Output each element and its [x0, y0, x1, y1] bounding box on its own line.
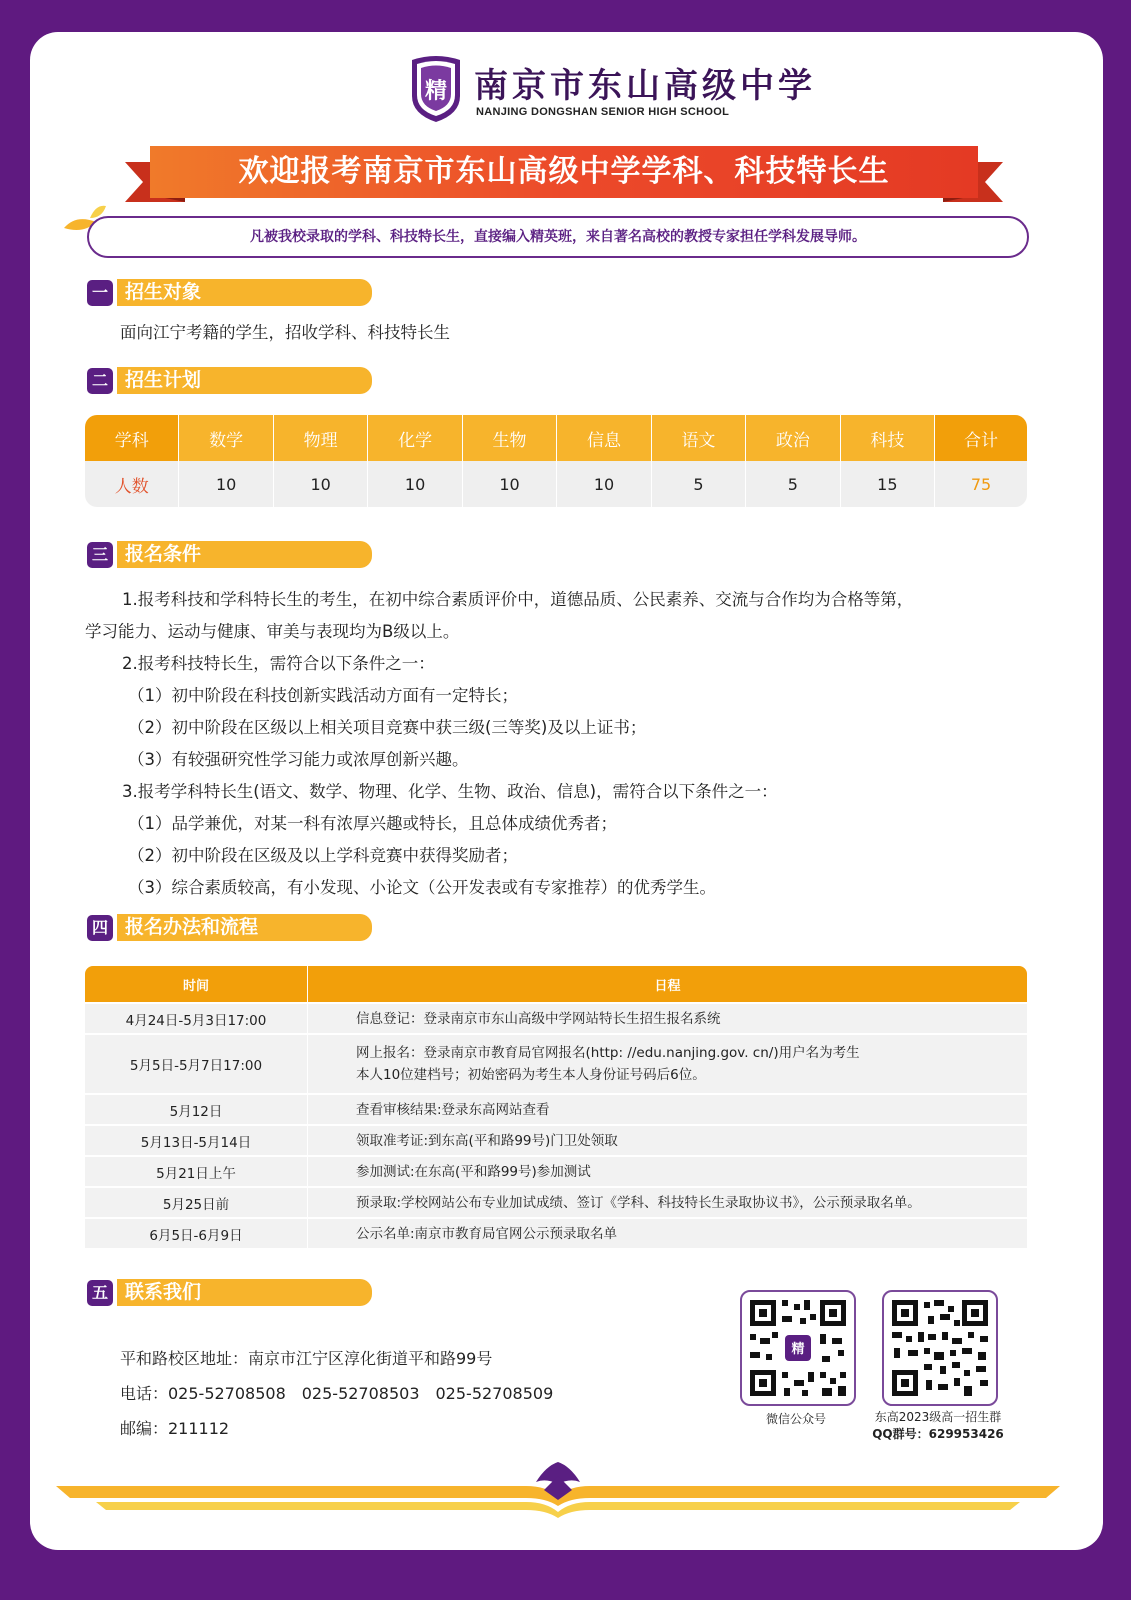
section-2-number: 二	[87, 368, 113, 394]
quota-count: 5	[652, 461, 746, 507]
section-4-title: 报名办法和流程	[117, 914, 372, 941]
banner-title: 欢迎报考南京市东山高级中学学科、科技特长生	[238, 154, 890, 189]
quota-subject: 生物	[463, 415, 557, 461]
schedule-event-multiline	[308, 1034, 1028, 1094]
qr-code-icon	[742, 1292, 854, 1404]
schedule-time: 5月5日-5月7日17:00	[85, 1034, 308, 1094]
condition-line: 3.报考学科特长生(语文、数学、物理、化学、生物、政治、信息)，需符合以下条件之一：	[122, 782, 778, 801]
quota-subject: 数学	[179, 415, 273, 461]
svg-text:精: 精	[424, 78, 448, 104]
quota-count: 10	[274, 461, 368, 507]
quota-subject: 物理	[274, 415, 368, 461]
quota-header-row	[85, 415, 1027, 461]
section-1-title: 招生对象	[117, 279, 372, 306]
qr-code-icon	[884, 1292, 996, 1404]
quota-total-label: 合计	[935, 415, 1027, 461]
section-4-number: 四	[87, 915, 113, 941]
intro-text: 凡被我校录取的学科、科技特长生，直接编入精英班，来自著名高校的教授专家担任学科发展导师。	[250, 229, 866, 245]
condition-line: 学习能力、运动与健康、审美与表现均为B级以上。	[85, 622, 460, 641]
condition-line: （3）综合素质较高，有小发现、小论文（公开发表或有专家推荐）的优秀学生。	[128, 878, 716, 897]
condition-line: （1）初中阶段在科技创新实践活动方面有一定特长；	[128, 686, 518, 705]
schedule-row	[85, 1003, 1027, 1034]
condition-line: （1）品学兼优，对某一科有浓厚兴趣或特长，且总体成绩优秀者；	[128, 814, 617, 833]
section-1-number: 一	[87, 280, 113, 306]
qq-group-number: QQ群号：629953426	[872, 1427, 1004, 1441]
schedule-time: 4月24日-5月3日17:00	[85, 1003, 308, 1034]
book-decoration-icon	[56, 1460, 1060, 1520]
schedule-time: 6月5日-6月9日	[85, 1218, 308, 1248]
quota-total: 75	[935, 461, 1027, 507]
condition-line: 2.报考科技特长生，需符合以下条件之一：	[122, 654, 435, 673]
schedule-event: 领取准考证:到东高(平和路99号)门卫处领取	[308, 1125, 1028, 1156]
schedule-time: 5月13日-5月14日	[85, 1125, 308, 1156]
schedule-event-line: 网上报名：登录南京市教育局官网报名(http: //edu.nanjing.gov. cn/)用户名为考生	[356, 1045, 860, 1061]
quota-subject: 信息	[557, 415, 651, 461]
schedule-row	[85, 1156, 1027, 1187]
quota-count: 5	[746, 461, 840, 507]
schedule-event: 公示名单:南京市教育局官网公示预录取名单	[308, 1218, 1028, 1248]
quota-count: 10	[368, 461, 462, 507]
schedule-event: 参加测试:在东高(平和路99号)参加测试	[308, 1156, 1028, 1187]
quota-table	[85, 415, 1027, 507]
qq-group-qr-code[interactable]	[882, 1290, 998, 1406]
contact-phone: 电话：025-52708508 025-52708503 025-52708509	[120, 1384, 554, 1403]
school-logo-icon	[408, 54, 464, 124]
quota-count-row	[85, 461, 1027, 507]
schedule-head-time: 时间	[85, 966, 308, 1003]
schedule-header-row	[85, 966, 1027, 1003]
condition-line: （3）有较强研究性学习能力或浓厚创新兴趣。	[128, 750, 469, 769]
poster-card	[30, 32, 1103, 1550]
schedule-row	[85, 1094, 1027, 1125]
quota-subject: 科技	[841, 415, 935, 461]
quota-count: 10	[557, 461, 651, 507]
schedule-event: 信息登记：登录南京市东山高级中学网站特长生招生报名系统	[308, 1003, 1028, 1034]
quota-row-label: 人数	[85, 461, 179, 507]
section-3-number: 三	[87, 542, 113, 568]
condition-line: （2）初中阶段在区级及以上学科竞赛中获得奖励者；	[128, 846, 518, 865]
wechat-qr-caption: 微信公众号	[765, 1412, 826, 1426]
schedule-event-line: 本人10位建档号；初始密码为考生本人身份证号码后6位。	[356, 1067, 706, 1083]
schedule-time: 5月25日前	[85, 1187, 308, 1218]
schedule-row	[85, 1034, 1027, 1094]
schedule-time: 5月21日上午	[85, 1156, 308, 1187]
section-3-title: 报名条件	[117, 541, 372, 568]
svg-text:精: 精	[791, 1342, 805, 1357]
schedule-head-event: 日程	[308, 966, 1028, 1003]
school-name-en: NANJING DONGSHAN SENIOR HIGH SCHOOL	[476, 106, 730, 118]
schedule-row	[85, 1125, 1027, 1156]
section-1-text: 面向江宁考籍的学生，招收学科、科技特长生	[120, 323, 450, 342]
section-2-title: 招生计划	[117, 367, 372, 394]
quota-count: 10	[179, 461, 273, 507]
section-5-number: 五	[87, 1280, 113, 1306]
quota-subject: 政治	[746, 415, 840, 461]
schedule-row	[85, 1218, 1027, 1248]
qq-group-caption: 东高2023级高一招生群	[874, 1410, 1002, 1424]
quota-subject: 化学	[368, 415, 462, 461]
contact-postcode: 邮编：211112	[120, 1419, 230, 1438]
schedule-table	[85, 966, 1027, 1248]
wechat-qr-code[interactable]	[740, 1290, 856, 1406]
section-5-title: 联系我们	[117, 1279, 372, 1306]
schedule-event: 查看审核结果:登录东高网站查看	[308, 1094, 1028, 1125]
quota-count: 15	[841, 461, 935, 507]
quota-subject: 语文	[652, 415, 746, 461]
schedule-time: 5月12日	[85, 1094, 308, 1125]
quota-count: 10	[463, 461, 557, 507]
condition-line: （2）初中阶段在区级以上相关项目竞赛中获三级(三等奖)及以上证书；	[128, 718, 647, 737]
condition-line: 1.报考科技和学科特长生的考生，在初中综合素质评价中，道德品质、公民素养、交流与合作均为合格等第，	[122, 590, 914, 609]
schedule-row	[85, 1187, 1027, 1218]
schedule-event: 预录取:学校网站公布专业加试成绩、签订《学科、科技特长生录取协议书》，公示预录取名单。	[308, 1187, 1028, 1218]
contact-address: 平和路校区地址：南京市江宁区淳化街道平和路99号	[120, 1349, 493, 1368]
quota-head-label: 学科	[85, 415, 179, 461]
school-name-cn: 南京市东山高级中学	[474, 66, 816, 106]
